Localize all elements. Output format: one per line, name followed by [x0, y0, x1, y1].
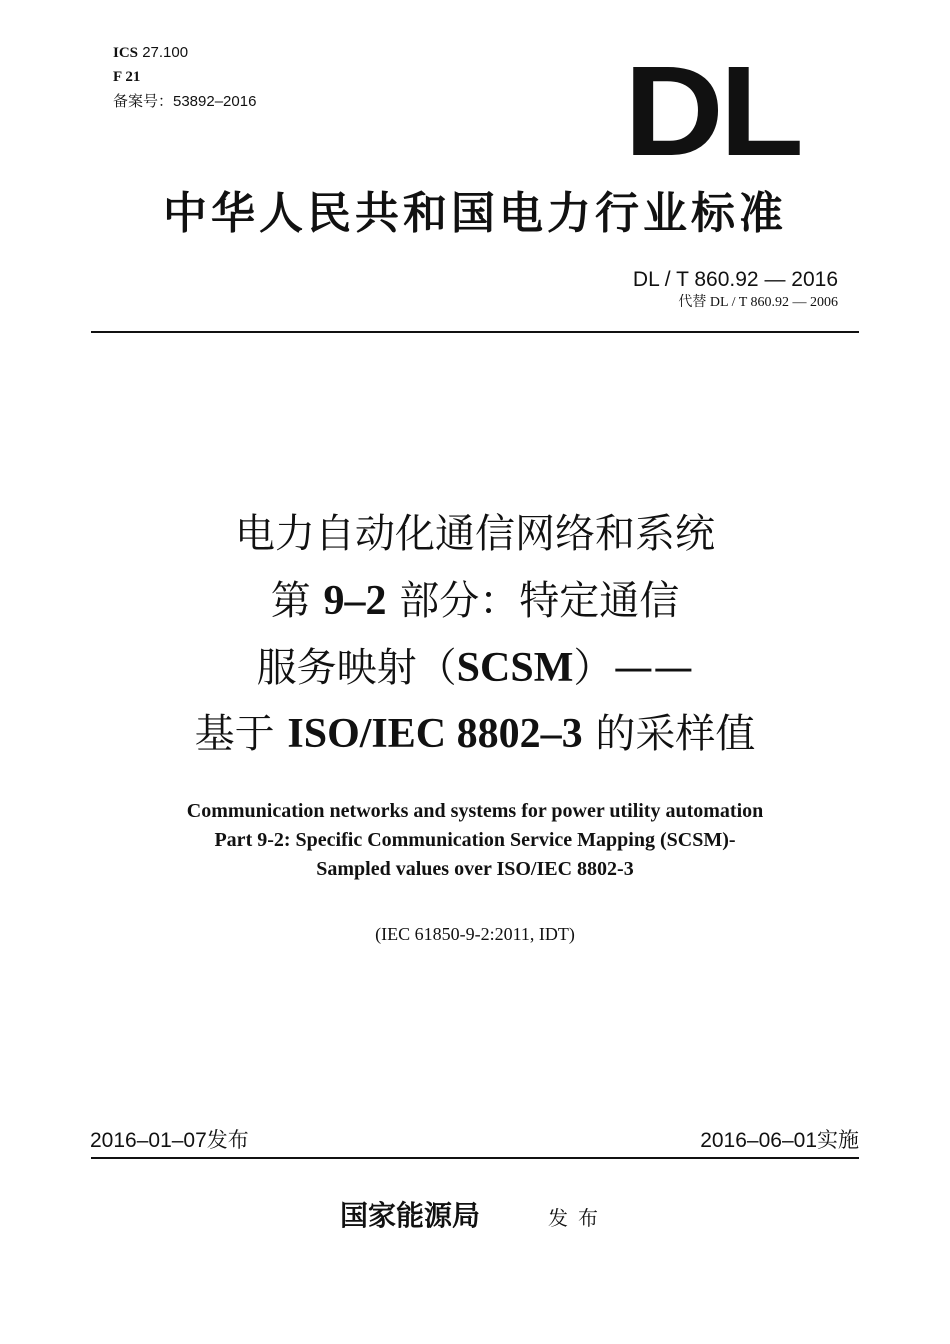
cn-title-line-1: 电力自动化通信网络和系统 [235, 511, 715, 557]
issue-label: 发布 [548, 1206, 608, 1230]
iec-reference: (IEC 61850-9-2:2011, IDT) [375, 924, 575, 944]
en-title-line-1: Communication networks and systems for power utility automation [186, 800, 764, 822]
issue-date: 2016–01–07发布 [90, 1129, 249, 1152]
replaces-standard: 代替 DL / T 860.92 — 2006 [678, 295, 838, 310]
footer-divider [91, 1157, 859, 1159]
header-divider [91, 331, 859, 333]
en-title-line-2: Part 9-2: Specific Communication Service Mapping (SCSM)- [214, 829, 736, 851]
dl-logo: DL [624, 40, 800, 183]
filing-number: 备案号：53892–2016 [113, 93, 257, 110]
ics-value: 27.100 [142, 44, 189, 61]
en-title-line-3: Sampled values over ISO/IEC 8802-3 [316, 858, 634, 880]
issuing-authority: 国家能源局 [340, 1199, 481, 1232]
standard-number: DL / T 860.92 — 2016 [632, 268, 838, 291]
ics-code [113, 44, 188, 62]
cn-title-line-3: 服务映射（SCSM）—— [256, 645, 694, 691]
cn-title-line-4: 基于 ISO/IEC 8802–3 的采样值 [194, 711, 756, 757]
cn-title-line-2: 第 9–2 部分：特定通信 [270, 578, 680, 624]
standard-category-title: 中华人民共和国电力行业标准 [163, 188, 787, 239]
ics-label: ICS [113, 45, 139, 61]
ccs-code: F 21 [113, 69, 141, 85]
effective-date: 2016–06–01实施 [700, 1129, 859, 1152]
